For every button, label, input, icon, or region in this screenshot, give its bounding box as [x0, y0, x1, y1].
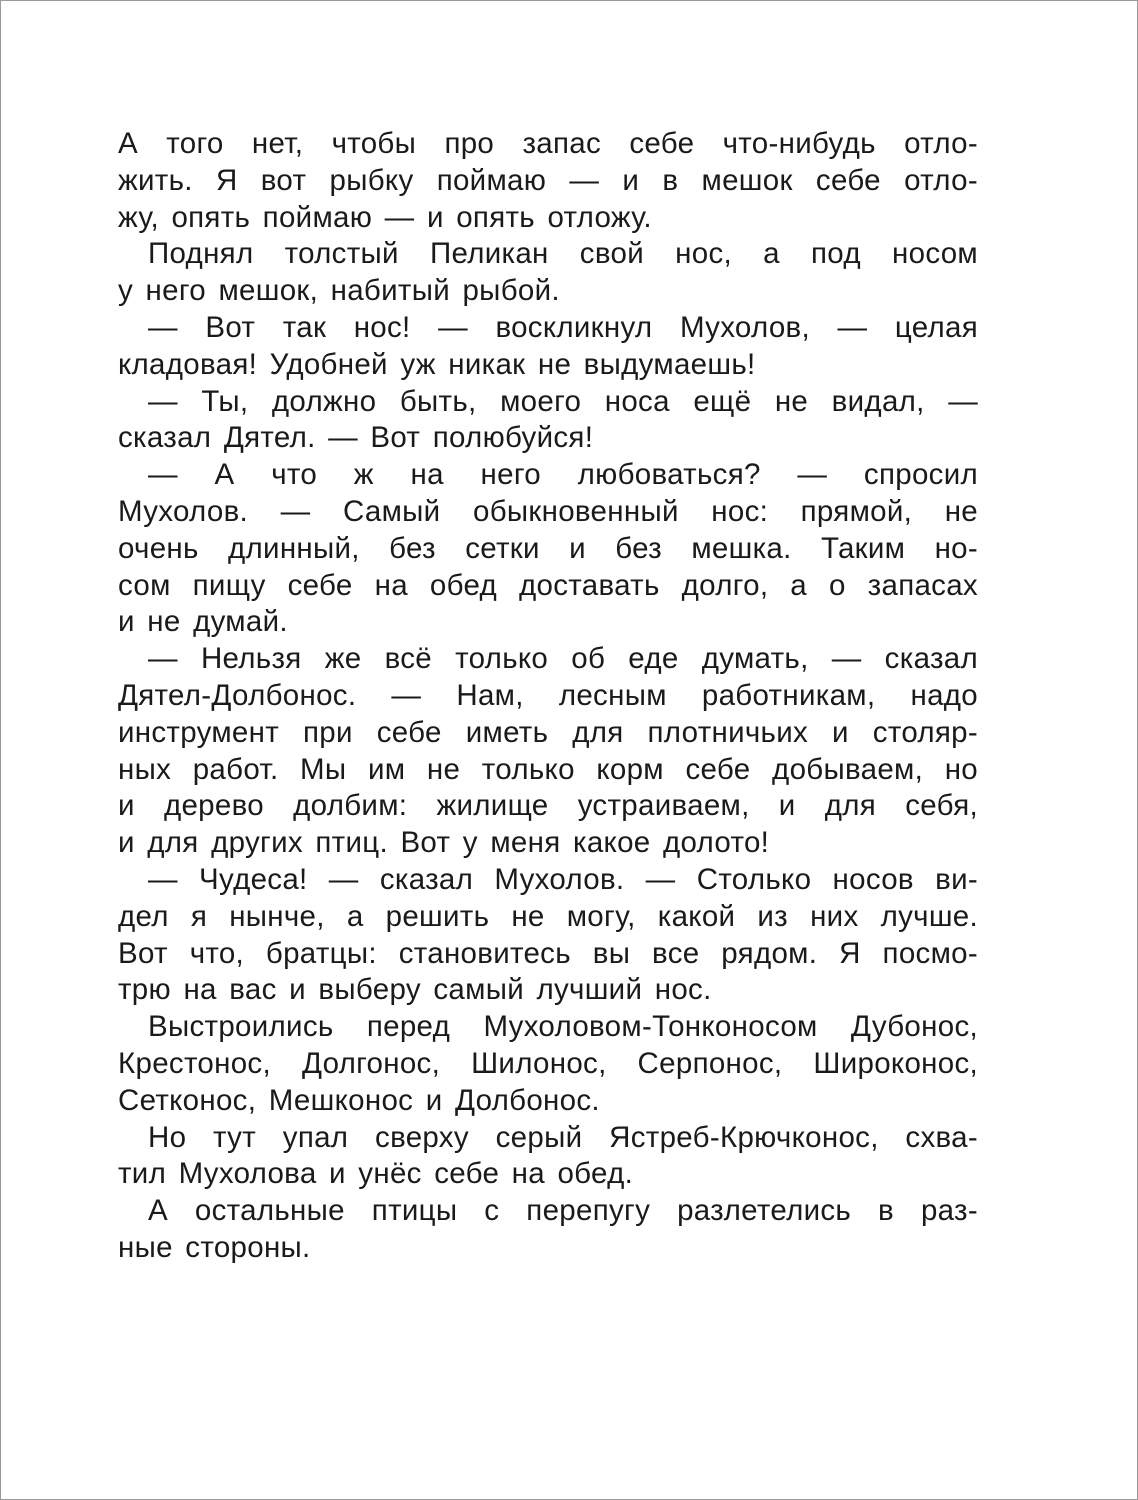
text-line: Сетконос, Мешконос и Долбонос.: [118, 1083, 600, 1117]
text-line: и дерево долбим: жилище устраиваем, и для себя,: [118, 789, 978, 823]
text-line: ные стороны.: [118, 1230, 311, 1264]
text-line: А того нет, чтобы про запас себе что-нибудь отло-: [118, 127, 978, 160]
text-line: — Вот так нос! — воскликнул Мухолов, — целая: [148, 310, 978, 344]
text-line: у него мешок, набитый рыбой.: [118, 274, 560, 308]
text-line: Крестонос, Долгонос, Шилонос, Серпонос, Широконос,: [118, 1046, 978, 1080]
text-line: жу, опять поймаю — и опять отложу.: [118, 200, 652, 234]
text-line: и для других птиц. Вот у меня какое долото!: [118, 826, 770, 860]
text-line: — Нельзя же всё только об еде думать, — сказал: [148, 642, 978, 676]
text-line: и не думай.: [118, 605, 288, 639]
body-text: [118, 126, 978, 1267]
text-line: Дятел-Долбонос. — Нам, лесным работникам, надо: [118, 678, 978, 712]
text-line: очень длинный, без сетки и без мешка. Таким но-: [118, 531, 978, 565]
text-line: трю на вас и выберу самый лучший нос.: [118, 973, 712, 1007]
text-line: сом пищу себе на обед доставать долго, а о запасах: [118, 568, 978, 602]
text-line: Мухолов. — Самый обыкновенный нос: прямой, не: [118, 494, 978, 528]
text-line: — Ты, должно быть, моего носа ещё не видал, —: [148, 384, 978, 418]
text-line: дел я нынче, а решить не могу, какой из них лучше.: [118, 899, 978, 933]
text-line: А остальные птицы с перепугу разлетелись в раз-: [148, 1194, 978, 1228]
text-line: кладовая! Удобней уж никак не выдумаешь!: [118, 347, 756, 381]
text-line: тил Мухолова и унёс себе на обед.: [118, 1157, 634, 1191]
text-line: Но тут упал сверху серый Ястреб-Крючконос, схва-: [148, 1120, 978, 1154]
text-line: Поднял толстый Пеликан свой нос, а под носом: [148, 237, 978, 271]
text-line: инструмент при себе иметь для плотничьих и столяр-: [118, 715, 978, 749]
text-line: — Чудеса! — сказал Мухолов. — Столько носов ви-: [148, 862, 978, 896]
text-line: ных работ. Мы им не только корм себе добываем, но: [118, 752, 978, 786]
text-line: жить. Я вот рыбку поймаю — и в мешок себе отло-: [118, 163, 978, 197]
text-line: Выстроились перед Мухоловом-Тонконосом Дубонос,: [148, 1010, 978, 1044]
text-line: сказал Дятел. — Вот полюбуйся!: [118, 421, 594, 455]
text-line: — А что ж на него любоваться? — спросил: [148, 458, 978, 492]
text-line: Вот что, братцы: становитесь вы все рядом. Я посмо-: [118, 936, 978, 970]
